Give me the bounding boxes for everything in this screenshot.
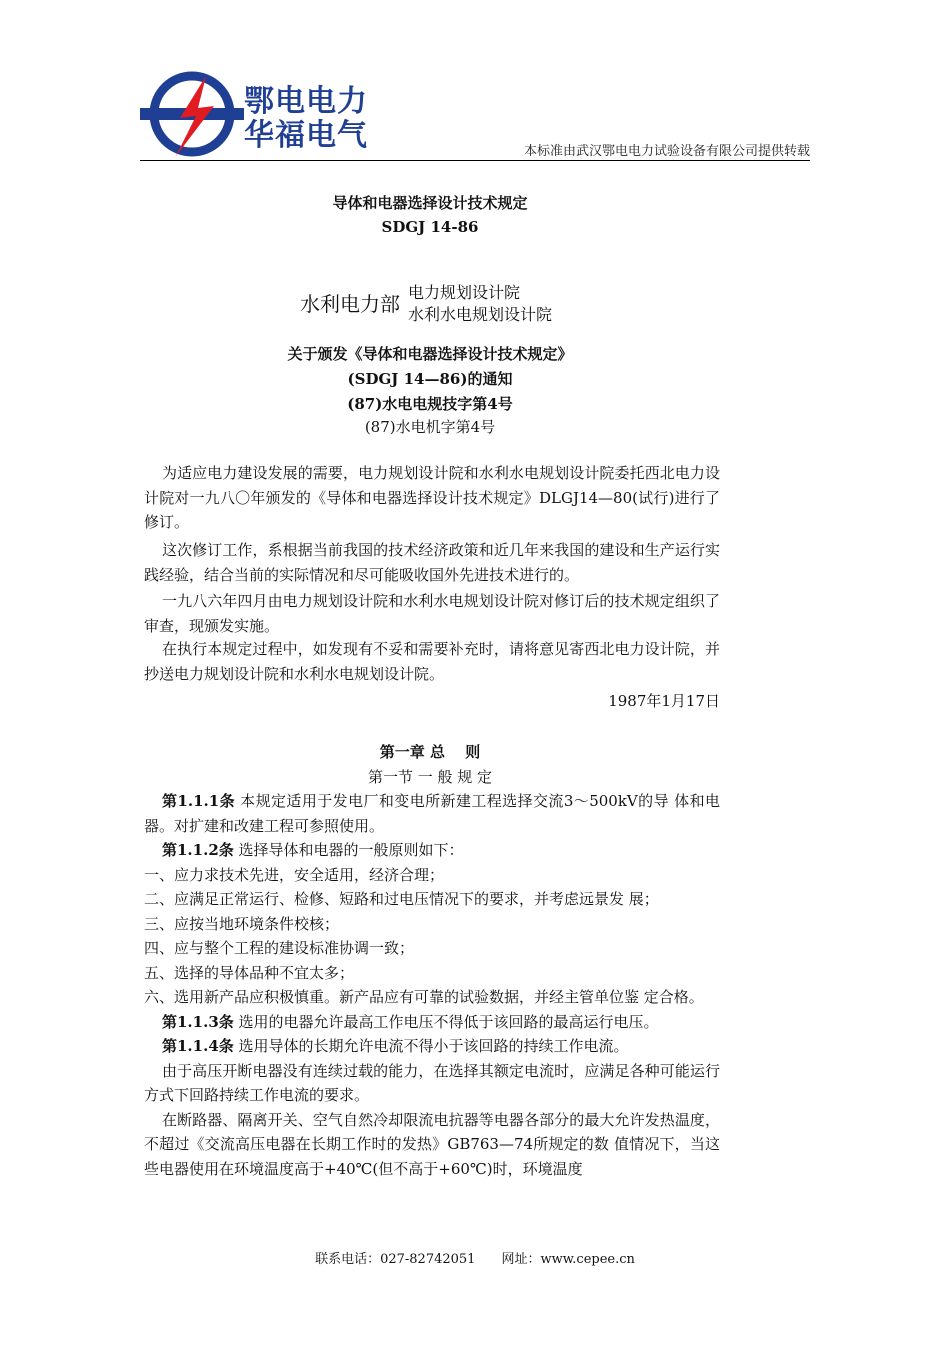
notice-subtitle: (SDGJ 14—86)的通知	[347, 370, 513, 388]
list-item: 六、选用新产品应积极慎重。新产品应有可靠的试验数据，并经主管单位鉴 定合格。	[144, 988, 704, 1006]
body-paragraph: 由于高压开断电器没有连续过载的能力，在选择其额定电流时，应满足各种可能运行方式下回路持续工作电流的要求。	[144, 1061, 720, 1104]
list-item: 一、应力求技术先进，安全适用，经济合理；	[144, 865, 445, 884]
list-item: 三、应按当地环境条件校核；	[144, 914, 340, 933]
footer-contact: 联系电话：027-82742051 网址：www.cepee.cn	[315, 1252, 635, 1267]
article-1-1-1	[144, 789, 720, 838]
notice-number-1: (87)水电电规技字第4号	[347, 395, 513, 413]
issuer-ministry: 水利电力部	[300, 292, 400, 316]
list-item: 四、应与整个工程的建设标准协调一致；	[144, 939, 415, 957]
logo-text-line2: 华福电气	[244, 118, 368, 153]
lightning-globe-icon	[140, 58, 250, 168]
article-number: 第1.1.4条	[162, 1037, 234, 1055]
notice-date: 1987年1月17日	[608, 692, 720, 710]
issuer-institute-1: 电力规划设计院	[408, 283, 521, 302]
regulation-body	[144, 789, 720, 1181]
notice-title: 关于颁发《导体和电器选择设计技术规定》	[287, 345, 573, 363]
intro-paragraph-1: 为适应电力建设发展的需要，电力规划设计院和水利水电规划设计院委托西北电力设计院对一九八〇年颁发的《导体和电器选择设计技术规定》DLGJ14—80(试行)进行了修订。	[144, 464, 720, 531]
article-number: 第1.1.1条	[162, 792, 235, 810]
notice-number-2: (87)水电机字第4号	[364, 418, 496, 436]
article-text: 选用的电器允许最高工作电压不得低于该回路的最高运行电压。	[233, 1012, 659, 1031]
article-text: 选用导体的长期允许电流不得小于该回路的持续工作电流。	[233, 1037, 629, 1055]
doc-code: SDGJ 14-86	[381, 218, 479, 236]
article-text: 选择导体和电器的一般原则如下：	[233, 841, 464, 859]
issuer-institute-2: 水利水电规划设计院	[408, 305, 553, 324]
company-logo	[140, 58, 390, 168]
provider-note: 本标准由武汉鄂电电力试验设备有限公司提供转载	[523, 144, 810, 159]
doc-title: 导体和电器选择设计技术规定	[332, 194, 528, 212]
intro-paragraph-3: 一九八六年四月由电力规划设计院和水利水电规划设计院对修订后的技术规定组织了审查，现颁发实施。	[144, 592, 720, 635]
section-title: 第一节 一 般 规 定	[367, 768, 493, 786]
body-paragraph: 在断路器、隔离开关、空气自然冷却限流电抗器等电器各部分的最大允许发热温度，不超过《交流高压电器在长期工作时的发热》GB763—74所规定的数 值情况下，当这些电器使用在环境温度高于+40℃(但不高于+60℃)时，环境温度	[144, 1110, 720, 1178]
article-1-1-4	[144, 1034, 720, 1059]
logo-text-line1: 鄂电电力	[244, 84, 368, 119]
header-divider	[140, 160, 810, 161]
list-item: 五、选择的导体品种不宜太多；	[144, 963, 355, 982]
article-1-1-2	[144, 838, 720, 863]
article-number: 第1.1.3条	[162, 1012, 234, 1031]
article-1-1-3	[144, 1010, 720, 1035]
intro-paragraph-2: 这次修订工作，系根据当前我国的技术经济政策和近几年来我国的建设和生产运行实践经验，结合当前的实际情况和尽可能吸收国外先进技术进行的。	[144, 541, 720, 584]
article-number: 第1.1.2条	[162, 841, 234, 859]
chapter-title: 第一章 总 则	[379, 743, 481, 761]
article-text: 本规定适用于发电厂和变电所新建工程选择交流3～500kV的导 体和电器。对扩建和改建工程可参照使用。	[144, 792, 720, 835]
intro-paragraph-4: 在执行本规定过程中，如发现有不妥和需要补充时，请将意见寄西北电力设计院，并抄送电力规划设计院和水利水电规划设计院。	[144, 640, 720, 683]
list-item: 二、应满足正常运行、检修、短路和过电压情况下的要求，并考虑远景发 展；	[144, 890, 659, 908]
